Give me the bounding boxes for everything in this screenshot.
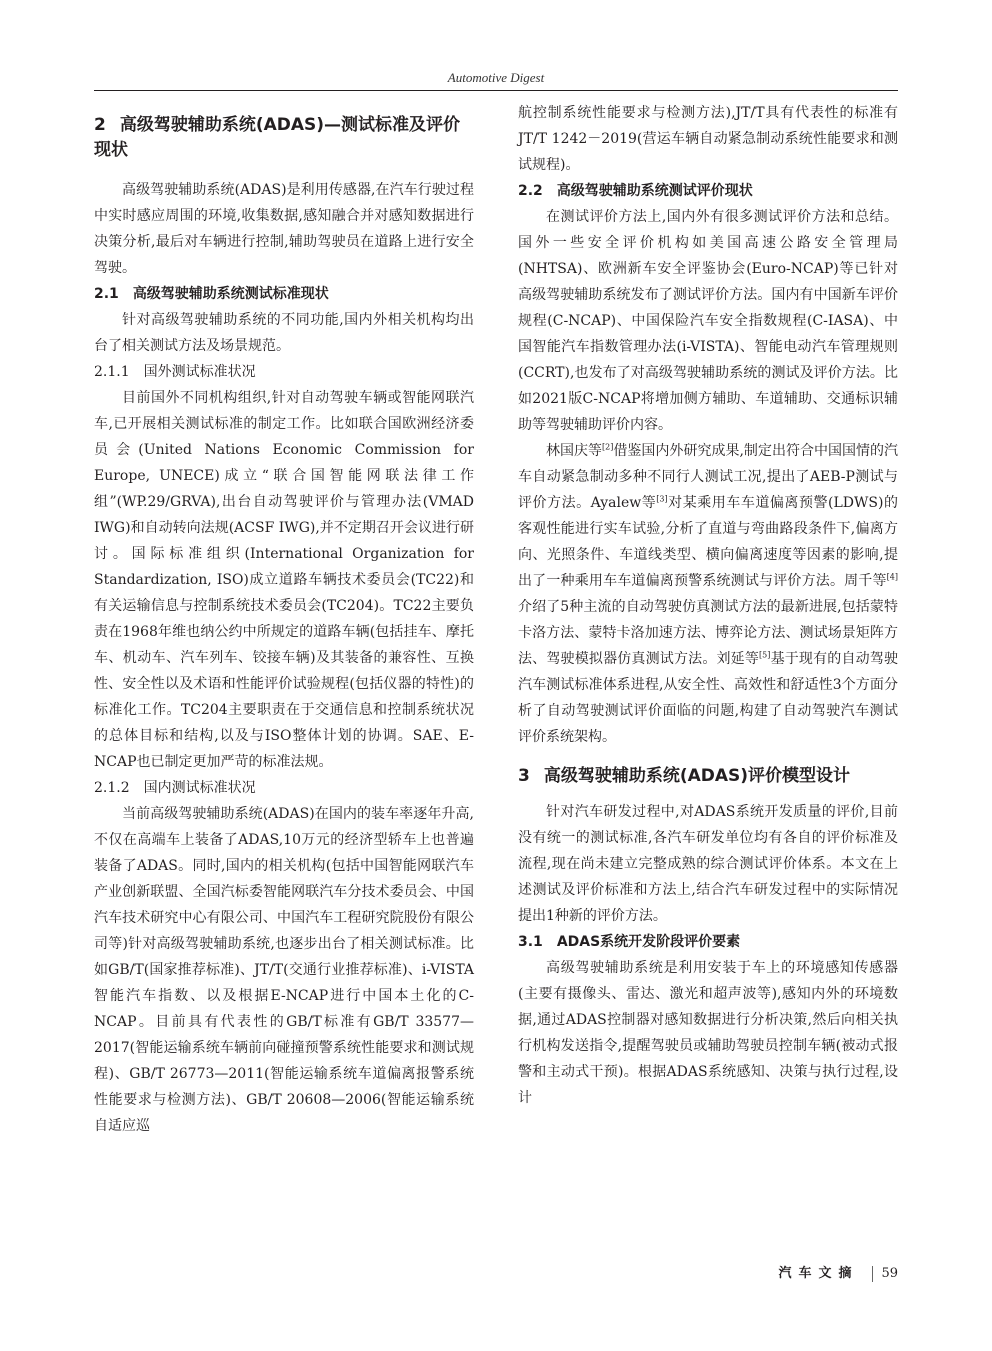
section-3-1-paragraph: 高级驾驶辅助系统是利用安装于车上的环境感知传感器(主要有摄像头、雷达、激光和超声波等),感知内外的环境数据,通过ADAS控制器对感知数据进行分析决策,然后向相关执行机构发送指令,提醒驾驶员或辅助驾驶员控制车辆(被动式报警和主动式干预)。根据ADAS系统感知、决策与执行过程,设计 bbox=[518, 960, 898, 1106]
section-2-1-2-number: 2.1.2 bbox=[94, 780, 130, 796]
left-column bbox=[94, 100, 474, 1139]
section-2-1-2-paragraph: 当前高级驾驶辅助系统(ADAS)在国内的装车率逐年升高,不仅在高端车上装备了ADAS,10万元的经济型轿车上也普遍装备了ADAS。同时,国内的相关机构(包括中国智能网联汽车产业创新联盟、全国汽标委智能网联汽车分技术委员会、中国汽车技术研究中心有限公司、中国汽车工程研究院股份有限公司等)针对高级驾驶辅助系统,也逐步出台了相关测试标准。比如GB/T(国家推荐标准)、JT/T(交通行业推荐标准)、i-VISTA智能汽车指数、以及根据E-NCAP进行中国本土化的C-NCAP。目前具有代表性的GB/T标准有GB/T 33577—2017(智能运输系统车辆前向碰撞预警系统性能要求和测试规程)、GB/T 26773—2011(智能运输系统车道偏离报警系统性能要求与检测方法)、GB/T 20608—2006(智能运输系统自适应巡 bbox=[94, 806, 474, 1134]
section-2-1-title: 高级驾驶辅助系统测试标准现状 bbox=[132, 286, 329, 302]
citation-ref: [4] bbox=[886, 572, 898, 582]
section-2-paragraph: 高级驾驶辅助系统(ADAS)是利用传感器,在汽车行驶过程中实时感应周围的环境,收集数据,感知融合并对感知数据进行决策分析,最后对车辆进行控制,辅助驾驶员在道路上进行安全驾驶。 bbox=[94, 182, 474, 276]
section-2-2-number: 2.2 bbox=[518, 183, 543, 199]
running-header: Automotive Digest bbox=[447, 70, 545, 85]
section-2-2-paragraph-2 bbox=[518, 438, 898, 750]
section-3-number: 3 bbox=[518, 766, 530, 786]
section-2-1-1-number: 2.1.1 bbox=[94, 364, 130, 380]
section-2-1-2-title: 国内测试标准状况 bbox=[143, 780, 256, 796]
section-2-2-heading bbox=[518, 178, 898, 204]
text-run: 林国庆等 bbox=[546, 443, 603, 459]
text-run: 对某乘用车车道偏离预警(LDWS)的客观性能进行实车试验,分析了直道与弯曲路段条件下,偏离方向、光照条件、车道线类型、横向偏离速度等因素的影响,提出了一种乘用车车道偏离预警系统测试与评价方法。周千等 bbox=[518, 495, 898, 589]
text-run: 介绍了5种主流的自动驾驶仿真测试方法的最新进展,包括蒙特卡洛方法、蒙特卡洛加速方法、博弈论方法、测试场景矩阵方法、驾驶模拟器仿真测试方法。刘延等 bbox=[518, 599, 898, 667]
section-2-1-paragraph: 针对高级驾驶辅助系统的不同功能,国内外相关机构均出台了相关测试方法及场景规范。 bbox=[94, 312, 474, 354]
section-2-2-paragraph-1: 在测试评价方法上,国内外有很多测试评价方法和总结。国外一些安全评价机构如美国高速公路安全管理局(NHTSA)、欧洲新车安全评鉴协会(Euro-NCAP)等已针对高级驾驶辅助系统发布了测试评价方法。国内有中国新车评价规程(C-NCAP)、中国保险汽车安全指数规程(C-IASA)、中国智能汽车指数管理办法(i-VISTA)、智能电动汽车管理规则(CCRT),也发布了对高级驾驶辅助系统的测试及评价方法。比如2021版C-NCAP将增加侧方辅助、车道辅助、交通标识辅助等驾驶辅助评价内容。 bbox=[518, 209, 898, 433]
right-column bbox=[518, 100, 898, 1111]
footer-divider bbox=[872, 1266, 873, 1282]
section-2-1-number: 2.1 bbox=[94, 286, 119, 302]
section-2-title: 高级驾驶辅助系统(ADAS)—测试标准及评价现状 bbox=[94, 115, 461, 160]
citation-ref: [5] bbox=[759, 650, 771, 660]
section-3-paragraph: 针对汽车研发过程中,对ADAS系统开发质量的评价,目前没有统一的测试标准,各汽车研发单位均有各自的评价标准及流程,现在尚未建立完整成熟的综合测试评价体系。本文在上述测试及评价标准和方法上,结合汽车研发过程中的实际情况提出1种新的评价方法。 bbox=[518, 804, 898, 924]
section-3-1-title: ADAS系统开发阶段评价要素 bbox=[556, 934, 741, 950]
header-rule bbox=[94, 90, 898, 91]
section-2-1-1-paragraph: 目前国外不同机构组织,针对自动驾驶车辆或智能网联汽车,已开展相关测试标准的制定工作。比如联合国欧洲经济委员会(United Nations Economic Commission for Europe, UNECE)成立“联合国智能网联法律工作组”(WP.29/GRVA),出台自动驾驶评价与管理办法(VMAD IWG)和自动转向法规(ACSF IWG),并不定期召开会议进行研讨。国际标准组织(International Organization for Standardization, ISO)成立道路车辆技术委员会(TC22)和有关运输信息与控制系统技术委员会(TC204)。TC22主要负责在1968年维也纳公约中所规定的道路车辆(包括挂车、摩托车、机动车、汽车列车、铰接车辆)及其装备的兼容性、互换性、安全性以及术语和性能评价试验规程(包括仪器的特性)的标准化工作。TC204主要职责在于交通信息和控制系统状况的总体目标和结构,以及与ISO整体计划的协调。SAE、E-NCAP也已制定更加严苛的标准法规。 bbox=[94, 390, 474, 770]
section-2-heading bbox=[94, 113, 474, 163]
section-2-1-1-heading bbox=[94, 359, 474, 385]
text-run: 基于现有的自动驾驶汽车测试标准体系进程,从安全性、高效性和舒适性3个方面分析了自动驾驶测试评价面临的问题,构建了自动驾驶汽车测试评价系统架构。 bbox=[518, 651, 899, 745]
journal-name: 汽车文摘 bbox=[778, 1266, 859, 1281]
section-2-number: 2 bbox=[94, 115, 106, 135]
section-3-1-heading bbox=[518, 929, 898, 955]
citation-ref: [2] bbox=[602, 442, 614, 452]
section-2-2-title: 高级驾驶辅助系统测试评价现状 bbox=[556, 183, 753, 199]
section-2-1-heading bbox=[94, 281, 474, 307]
section-3-1-number: 3.1 bbox=[518, 934, 543, 950]
page-number: 59 bbox=[881, 1266, 898, 1281]
section-2-1-2-heading bbox=[94, 775, 474, 801]
section-3-title: 高级驾驶辅助系统(ADAS)评价模型设计 bbox=[543, 766, 851, 786]
page-footer bbox=[0, 1262, 898, 1282]
text-run: 借鉴国内外研究成果,制定出符合中国国情的汽车自动紧急制动多种不同行人测试工况,提出了AEB-P测试与评价方法。Ayalew等 bbox=[518, 443, 899, 511]
continued-paragraph: 航控制系统性能要求与检测方法),JT/T具有代表性的标准有JT/T 1242－2019(营运车辆自动紧急制动系统性能要求和测试规程)。 bbox=[518, 105, 898, 173]
citation-ref: [3] bbox=[656, 494, 668, 504]
section-3-heading bbox=[518, 764, 898, 789]
section-2-1-1-title: 国外测试标准状况 bbox=[143, 364, 256, 380]
